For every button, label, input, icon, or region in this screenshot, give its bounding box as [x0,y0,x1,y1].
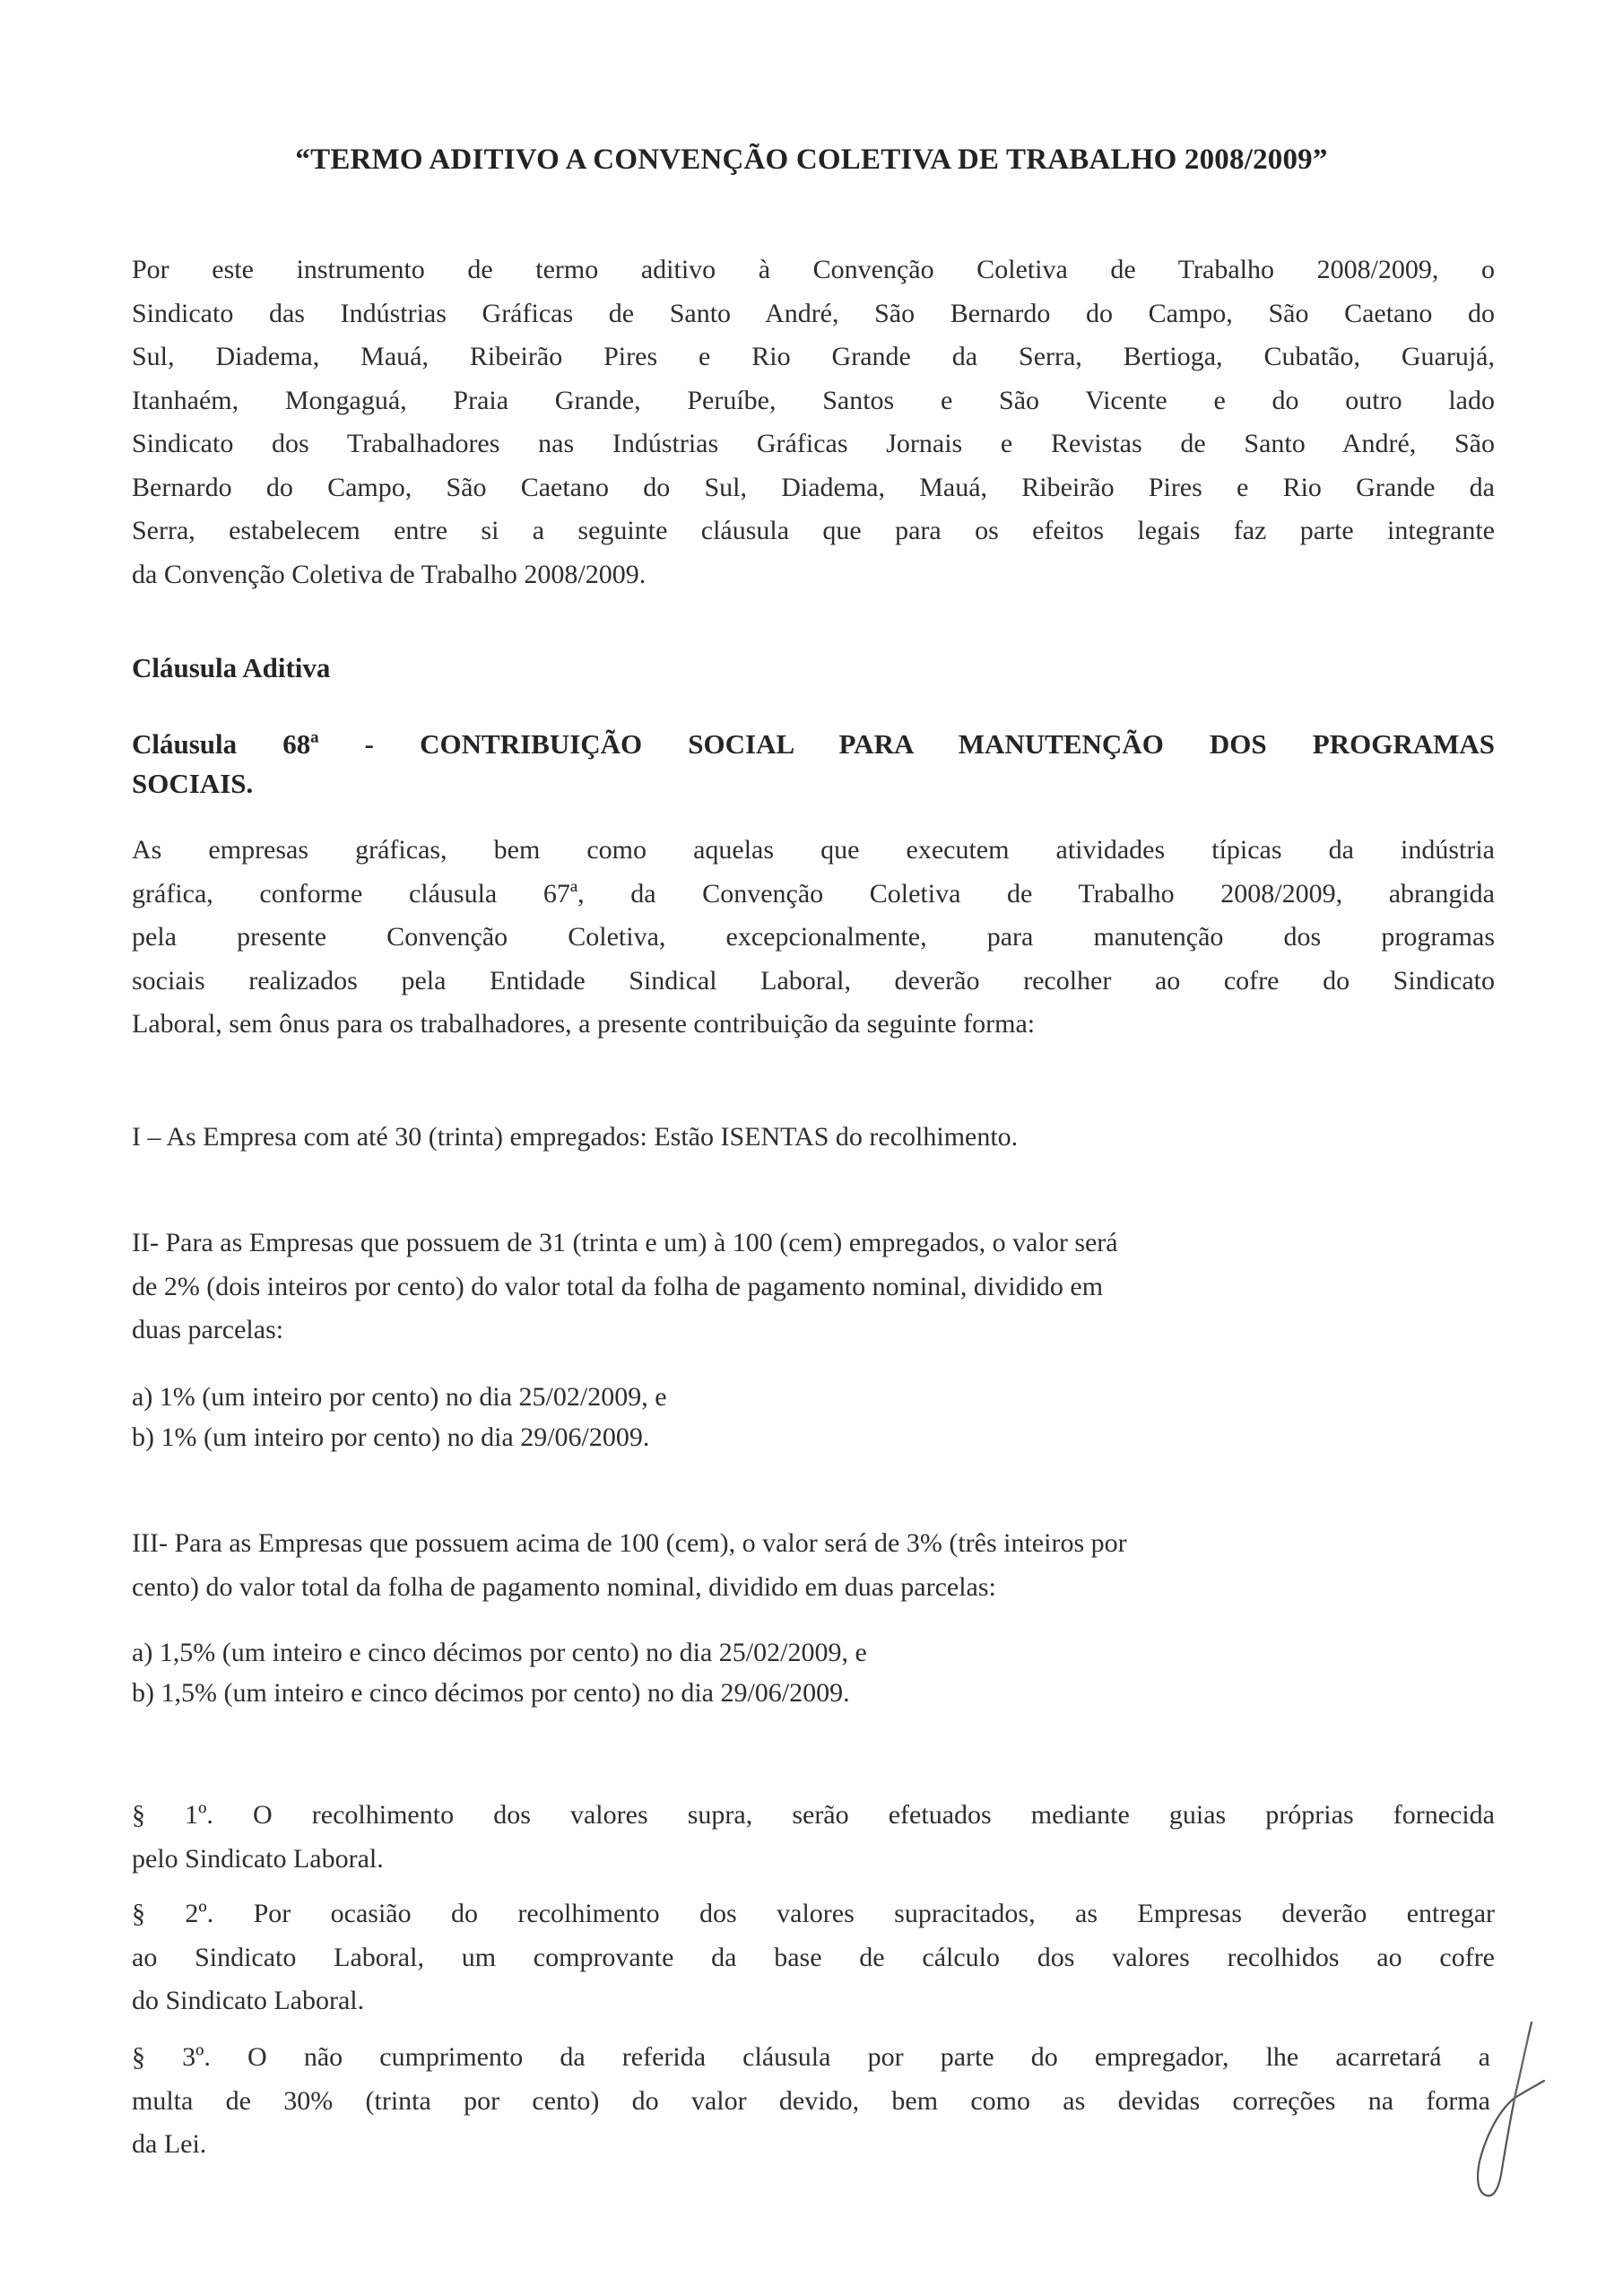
text-line: multa de 30% (trinta por cento) do valor devido, bem como as devidas correções na forma [132,2085,1490,2116]
clause-68-heading [132,725,1495,804]
installment-a: a) 1% (um inteiro por cento) no dia 25/02/2009, e [132,1382,667,1412]
text-line: Sindicato das Indústrias Gráficas de Santo André, São Bernardo do Campo, São Caetano do [132,298,1495,328]
item-III [132,1522,1477,1609]
text-line: III- Para as Empresas que possuem acima de 100 (cem), o valor será de 3% (três inteiros por [132,1528,1127,1558]
installment-a: a) 1,5% (um inteiro e cinco décimos por cento) no dia 25/02/2009, e [132,1638,867,1667]
text-line: da Convenção Coletiva de Trabalho 2008/2009. [132,559,647,589]
paragraph-2 [132,1892,1495,2023]
installment-b: b) 1% (um inteiro por cento) no dia 29/06/2009. [132,1422,650,1452]
installment-b: b) 1,5% (um inteiro e cinco décimos por cento) no dia 29/06/2009. [132,1678,850,1708]
text-line: gráfica, conforme cláusula 67ª, da Convenção Coletiva de Trabalho 2008/2009, abrangida [132,878,1495,909]
text-line: Serra, estabelecem entre si a seguinte cláusula que para os efeitos legais faz parte integrante [132,516,1495,545]
text-line: Por este instrumento de termo aditivo à Convenção Coletiva de Trabalho 2008/2009, o [132,255,1495,284]
intro-paragraph [132,248,1495,596]
text-line: § 2º. Por ocasião do recolhimento dos valores supracitados, as Empresas deverão entregar [132,1899,1495,1928]
text-line: As empresas gráficas, bem como aquelas que executem atividades típicas da indústria [132,835,1495,865]
text-line: sociais realizados pela Entidade Sindical Laboral, deverão recolher ao cofre do Sindicato [132,965,1495,996]
text-line: de 2% (dois inteiros por cento) do valor total da folha de pagamento nominal, dividido em [132,1271,1104,1301]
item-I [132,1116,1495,1160]
paragraph-3 [132,2036,1490,2167]
text-line: ao Sindicato Laboral, um comprovante da base de cálculo dos valores recolhidos ao cofre [132,1942,1495,1972]
text-line: pela presente Convenção Coletiva, excepcionalmente, para manutenção dos programas [132,922,1495,952]
text-line: duas parcelas: [132,1315,284,1344]
clause-68-body [132,829,1495,1047]
paragraph-1 [132,1794,1495,1881]
text-line: § 1º. O recolhimento dos valores supra, serão efetuados mediante guias próprias fornecida [132,1800,1495,1830]
item-III-installments [132,1632,1495,1713]
text-line: § 3º. O não cumprimento da referida cláusula por parte do empregador, lhe acarretará a [132,2042,1490,2072]
handwritten-initials-icon [1462,2009,1560,2224]
text-line: da Lei. [132,2129,207,2159]
item-II [132,1222,1477,1352]
text-line: Laboral, sem ônus para os trabalhadores, a presente contribuição da seguinte forma: [132,1009,1036,1039]
text-line: II- Para as Empresas que possuem de 31 (trinta e um) à 100 (cem) empregados, o valor será [132,1228,1118,1257]
document-title: “TERMO ADITIVO A CONVENÇÃO COLETIVA DE TRABALHO 2008/2009” [295,144,1328,176]
text-line: Sindicato dos Trabalhadores nas Indústrias Gráficas Jornais e Revistas de Santo André, São [132,429,1495,458]
text-line: I – As Empresa com até 30 (trinta) empregados: Estão ISENTAS do recolhimento. [132,1122,1019,1152]
text-line: Sul, Diadema, Mauá, Ribeirão Pires e Rio Grande da Serra, Bertioga, Cubatão, Guarujá, [132,342,1495,371]
text-line: do Sindicato Laboral. [132,1986,365,2015]
heading-line: SOCIAIS. [132,768,254,799]
text-line: pelo Sindicato Laboral. [132,1843,384,1874]
text-line: Itanhaém, Mongaguá, Praia Grande, Peruíbe, Santos e São Vicente e do outro lado [132,385,1495,415]
clause-additive-heading: Cláusula Aditiva [132,652,331,683]
item-II-installments [132,1377,1495,1457]
text-line: Bernardo do Campo, São Caetano do Sul, Diadema, Mauá, Ribeirão Pires e Rio Grande da [132,472,1495,502]
text-line: cento) do valor total da folha de pagamento nominal, dividido em duas parcelas: [132,1571,996,1602]
heading-line: Cláusula 68ª - CONTRIBUIÇÃO SOCIAL PARA MANUTENÇÃO DOS PROGRAMAS [132,728,1495,760]
